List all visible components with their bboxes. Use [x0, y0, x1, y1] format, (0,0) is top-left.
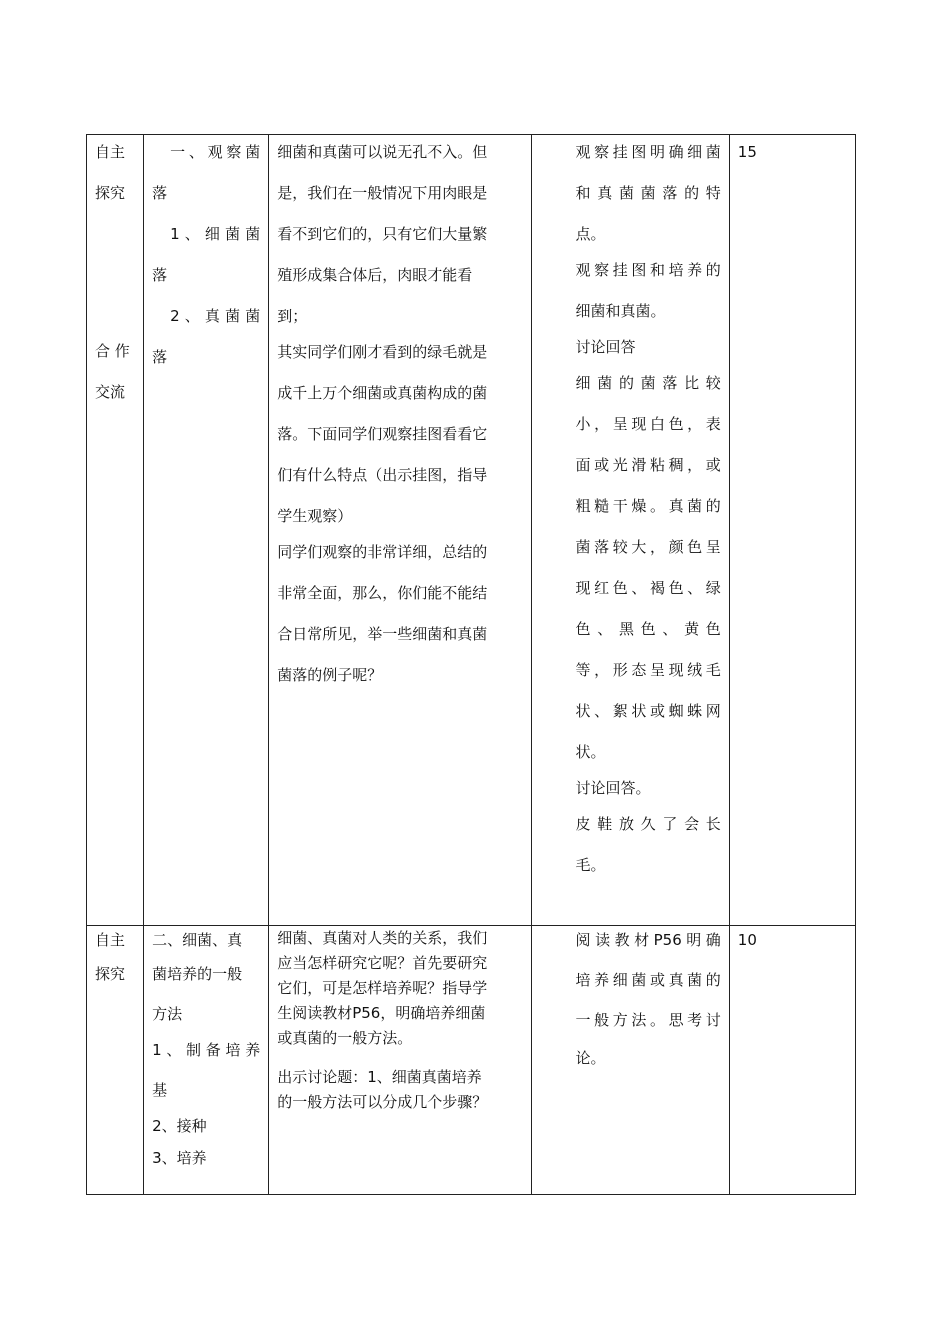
teacher-line: 应当怎样研究它呢？首先要研究 — [277, 954, 488, 972]
content-line: 方法 — [152, 1005, 183, 1023]
table-row — [87, 135, 856, 926]
student-line: 状。 — [575, 743, 606, 761]
teacher-line: 其实同学们刚才看到的绿毛就是 — [277, 343, 488, 361]
teacher-line: 细菌、真菌对人类的关系，我们 — [277, 929, 488, 947]
teacher-activity-cell — [269, 926, 531, 1195]
table-row — [87, 926, 856, 1195]
student-line: 论。 — [575, 1049, 606, 1067]
student-activity-cell — [531, 135, 729, 926]
teacher-line: 成千上万个细菌或真菌构成的菌 — [277, 384, 488, 402]
time-value: 15 — [737, 143, 757, 161]
teacher-line: 出示讨论题：1、细菌真菌培养 — [277, 1068, 482, 1086]
teacher-line: 学生观察） — [277, 507, 353, 525]
content-line: 落 — [152, 348, 168, 366]
student-line: 观察挂图明确细菌 — [575, 143, 721, 161]
stage-line: 交流 — [95, 383, 126, 401]
student-line: 细菌的菌落比较 — [575, 374, 721, 392]
time-cell — [729, 135, 855, 926]
stage-line: 自主 — [95, 143, 126, 161]
content-line: 一、观察菌 — [170, 143, 261, 161]
stage-line: 合 作 — [95, 342, 130, 360]
content-line: 二、细菌、真 — [152, 931, 243, 949]
student-line: 细菌和真菌。 — [575, 302, 666, 320]
teacher-line: 落。下面同学们观察挂图看看它 — [277, 425, 488, 443]
stage-line: 自主 — [95, 931, 126, 949]
teacher-activity-cell — [269, 135, 531, 926]
content-cell — [144, 135, 269, 926]
student-line: 点。 — [575, 225, 606, 243]
student-line: 色、黑色、黄色 — [575, 620, 721, 638]
stage-line: 探究 — [95, 184, 126, 202]
student-line: 粗糙干燥。真菌的 — [575, 497, 721, 515]
student-line: 状、絮状或蜘蛛网 — [575, 702, 721, 720]
teacher-line: 同学们观察的非常详细，总结的 — [277, 543, 488, 561]
student-line: 培养细菌或真菌的 — [575, 971, 721, 989]
teacher-line: 们有什么特点（出示挂图，指导 — [277, 466, 488, 484]
teacher-line: 是，我们在一般情况下用肉眼是 — [277, 184, 488, 202]
student-activity-cell — [531, 926, 729, 1195]
content-line: 3、培养 — [152, 1149, 207, 1167]
content-line: 2、接种 — [152, 1117, 207, 1135]
student-line: 小，呈现白色，表 — [575, 415, 721, 433]
content-cell — [144, 926, 269, 1195]
teacher-line: 殖形成集合体后，肉眼才能看 — [277, 266, 473, 284]
stage-cell — [87, 926, 144, 1195]
student-line: 讨论回答。 — [575, 779, 651, 797]
teacher-line: 到； — [277, 307, 308, 325]
student-line: 等，形态呈现绒毛 — [575, 661, 721, 679]
teacher-line: 非常全面，那么，你们能不能结 — [277, 584, 488, 602]
student-line: 观察挂图和培养的 — [575, 261, 721, 279]
student-line: 和真菌菌落的特 — [575, 184, 721, 202]
student-line: 皮鞋放久了会长 — [575, 815, 721, 833]
content-line: 落 — [152, 184, 168, 202]
teacher-line: 它们，可是怎样培养呢？指导学 — [277, 979, 488, 997]
teacher-line: 菌落的例子呢？ — [277, 666, 383, 684]
content-line: 1、制备培养 — [152, 1041, 261, 1059]
stage-cell — [87, 135, 144, 926]
stage-line: 探究 — [95, 965, 126, 983]
content-line: 落 — [152, 266, 168, 284]
student-line: 一般方法。思考讨 — [575, 1011, 721, 1029]
content-line: 菌培养的一般 — [152, 965, 243, 983]
teacher-line: 看不到它们的，只有它们大量繁 — [277, 225, 488, 243]
content-line: 基 — [152, 1081, 168, 1099]
lesson-plan-table — [86, 134, 856, 1195]
teacher-line: 细菌和真菌可以说无孔不入。但 — [277, 143, 488, 161]
content-line: 2、真菌菌 — [170, 307, 261, 325]
content-line: 1、细菌菌 — [170, 225, 261, 243]
teacher-line: 的一般方法可以分成几个步骤？ — [277, 1093, 488, 1111]
student-line: 现红色、褐色、绿 — [575, 579, 721, 597]
student-line: 阅读教材P56明确 — [575, 931, 721, 949]
time-value: 10 — [737, 931, 757, 949]
teacher-line: 合日常所见，举一些细菌和真菌 — [277, 625, 488, 643]
teacher-line: 生阅读教材P56，明确培养细菌 — [277, 1004, 486, 1022]
time-cell — [729, 926, 855, 1195]
student-line: 讨论回答 — [575, 338, 636, 356]
student-line: 菌落较大，颜色呈 — [575, 538, 721, 556]
student-line: 面或光滑粘稠，或 — [575, 456, 721, 474]
student-line: 毛。 — [575, 856, 606, 874]
teacher-line: 或真菌的一般方法。 — [277, 1029, 413, 1047]
